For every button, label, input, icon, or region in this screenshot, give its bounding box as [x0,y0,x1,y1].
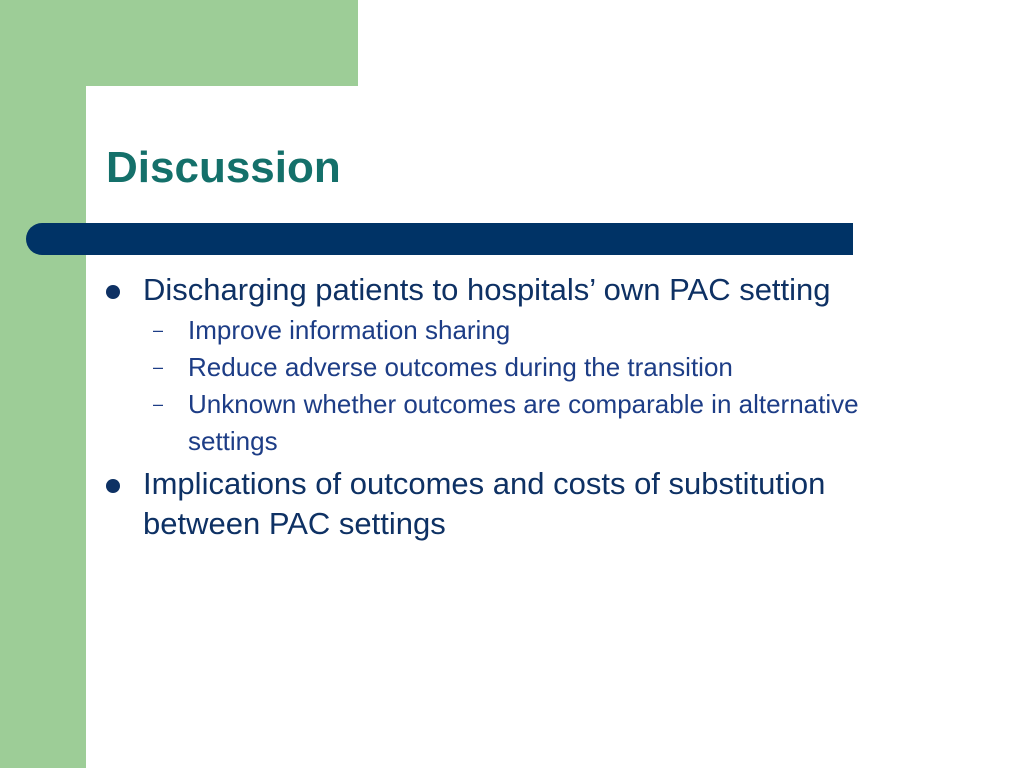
sub-bullet-text: Improve information sharing [188,315,511,345]
bullet-dot-icon [106,285,120,299]
dash-icon: – [153,357,164,377]
bullet-dot-icon [106,479,120,493]
sub-bullet-item [104,312,944,349]
dash-icon: – [153,394,164,414]
sub-bullet-list [104,312,944,460]
decorative-green-top-block [0,0,358,86]
slide-content [104,270,944,544]
sub-bullet-text: Unknown whether outcomes are comparable in alternative settings [188,389,859,456]
sub-bullet-item [104,386,944,460]
dash-icon: – [153,320,164,340]
bullet-text: Discharging patients to hospitals’ own PAC setting [143,272,831,307]
decorative-green-sidebar [0,0,86,768]
bullet-item [104,270,944,310]
title-underline-bar [26,223,853,255]
decorative-rounded-corner [86,86,146,146]
sub-bullet-item [104,349,944,386]
slide-title: Discussion [106,143,341,192]
bullet-text: Implications of outcomes and costs of substitution between PAC settings [143,466,826,541]
sub-bullet-text: Reduce adverse outcomes during the transition [188,352,733,382]
bullet-item [104,464,944,544]
